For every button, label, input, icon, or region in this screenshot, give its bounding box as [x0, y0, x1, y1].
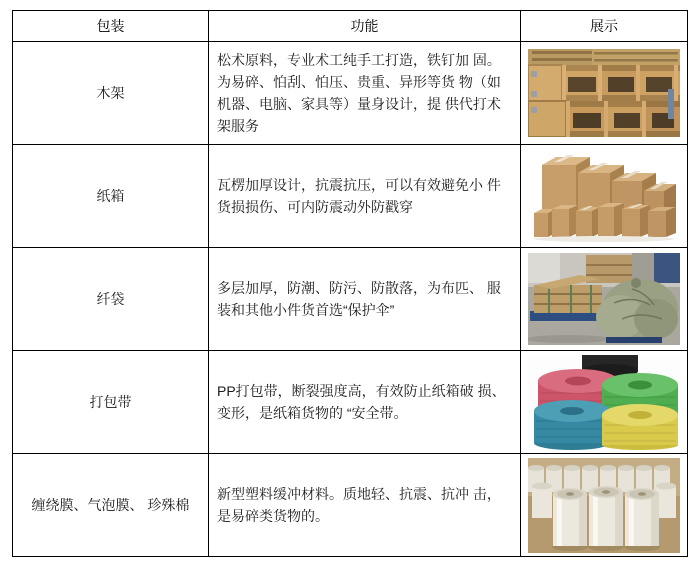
package-name: 缠绕膜、气泡膜、 珍殊棉	[13, 454, 209, 557]
function-description: 新型塑料缓冲材料。质地轻、抗震、抗冲 击，是易碎类货物的。	[209, 454, 521, 557]
table-row-film	[13, 454, 688, 557]
packaging-table	[12, 10, 688, 557]
table-row-wooden-frame	[13, 42, 688, 145]
function-description: PP打包带，断裂强度高，有效防止纸箱破 损、变形，是纸箱货物的 “安全带。	[209, 351, 521, 454]
header-function: 功能	[209, 11, 521, 42]
display-photo-cell	[521, 454, 688, 557]
function-description: 松术原料，专业术工纯手工打造，铁钉加 固。为易碎、怕刮、怕压、贵重、异形等货 物（如机器、电脑、家具等）量身设计，提 供代打术架服务	[209, 42, 521, 145]
table-row-carton	[13, 145, 688, 248]
package-name: 纸箱	[13, 145, 209, 248]
wooden-crates-photo	[528, 49, 680, 137]
cardboard-boxes-photo	[528, 149, 680, 244]
display-photo-cell	[521, 351, 688, 454]
package-name: 打包带	[13, 351, 209, 454]
woven-bags-photo	[528, 253, 680, 345]
package-name: 纤袋	[13, 248, 209, 351]
display-photo-cell	[521, 248, 688, 351]
stretch-film-rolls-photo	[528, 458, 680, 553]
display-photo-cell	[521, 42, 688, 145]
header-row	[13, 11, 688, 42]
table-row-fiber-bag	[13, 248, 688, 351]
strapping-rolls-photo	[528, 355, 680, 450]
header-display: 展示	[521, 11, 688, 42]
package-name: 木架	[13, 42, 209, 145]
header-package: 包装	[13, 11, 209, 42]
display-photo-cell	[521, 145, 688, 248]
function-description: 瓦楞加厚设计，抗震抗压，可以有效避免小 件货损损伤、可内防震动外防戳穿	[209, 145, 521, 248]
table-row-strapping	[13, 351, 688, 454]
function-description: 多层加厚，防潮、防污、防散落，为布匹、 服装和其他小件货首选“保护伞”	[209, 248, 521, 351]
